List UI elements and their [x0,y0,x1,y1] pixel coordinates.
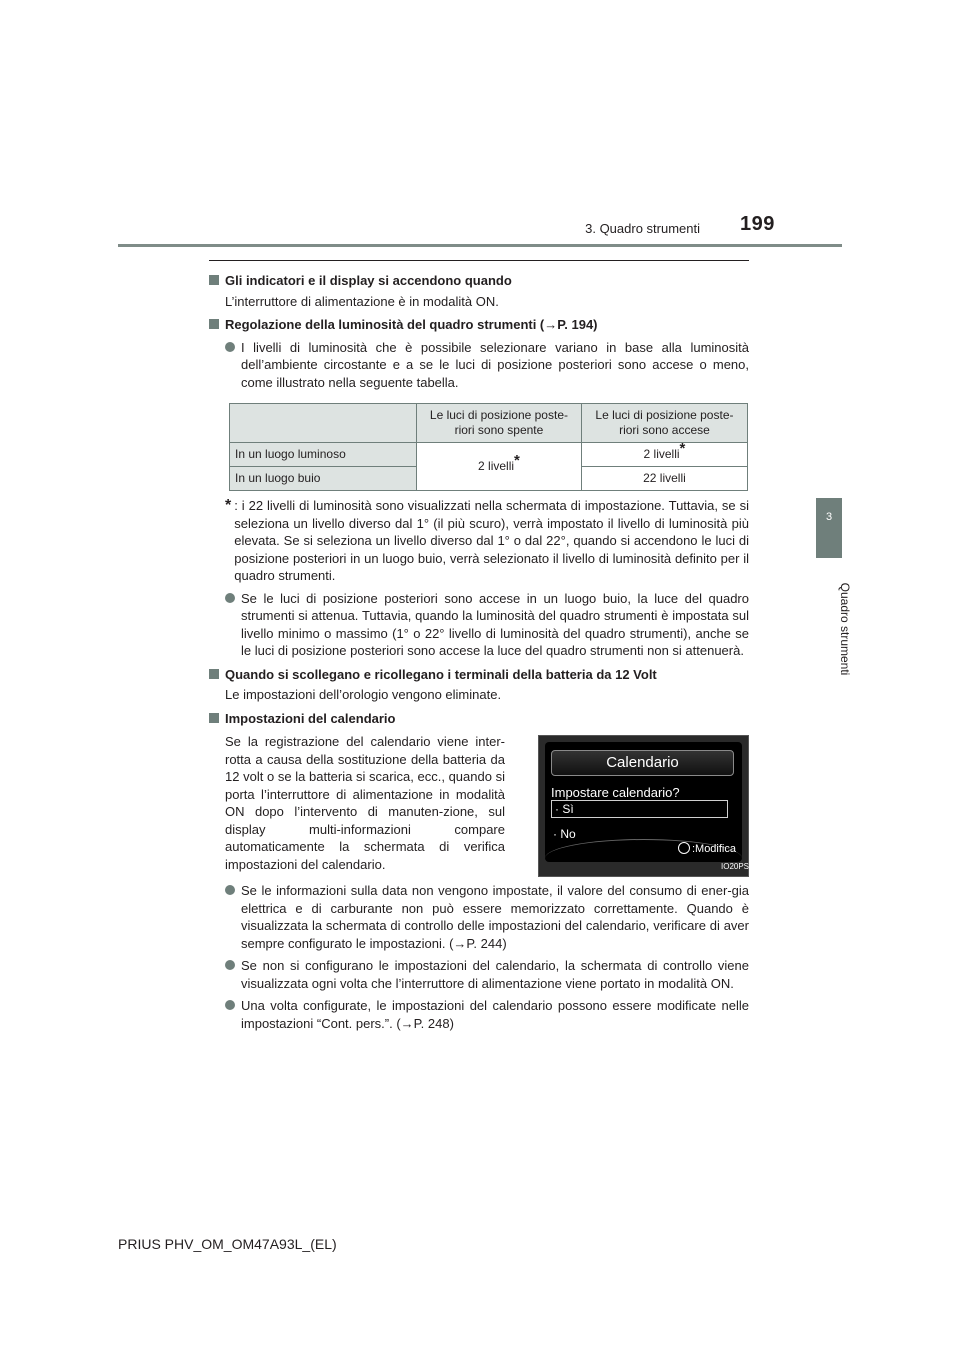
table-row [230,443,748,467]
heading-indicators: Gli indicatori e il display si accendono quando [209,272,749,290]
table-cell: 22 livelli [581,467,747,491]
table-row-header: In un luogo buio [230,467,417,491]
round-bullet-icon [225,1000,235,1010]
round-bullet-icon [225,593,235,603]
table-header-cell: Le luci di posizione poste-riori sono spente [417,404,582,443]
paragraph: Le impostazioni dell’orologio vengono eliminate. [225,687,502,702]
table-header-cell: Le luci di posizione poste-riori sono accese [581,404,747,443]
display-area [545,742,742,862]
square-bullet-icon [209,275,219,285]
table-cell: 2 livelli* [417,443,582,491]
paragraph: L’interruttore di alimentazione è in modalità ON. [225,293,499,309]
screen-question: Impostare calendario? [551,785,680,800]
content-rule [209,260,749,261]
table-row-header: In un luogo luminoso [230,443,417,467]
dial-icon [678,842,690,854]
bullet-item: I livelli di luminosità che è possibile selezionare variano in base alla luminosità dell’ambiente circostante e a se le luci di posizione posteriori sono accese o meno, come illustrato nella seguente tabella. [209,339,749,392]
bullet-item: Se le informazioni sulla data non vengono impostate, il valore del consumo di ener-gia elettrica e di carburante non può essere memorizzato correttamente. Quando è visualizzata la schermata di controllo delle impostazioni del calendario, verificare di aver sempre configurato le impostazioni. (→P. 244) [209,882,749,952]
page-number: 199 [740,213,775,235]
round-bullet-icon [225,960,235,970]
calendar-section [209,733,767,877]
option-yes: · Sì [551,800,728,818]
screen-title: Calendario [551,750,734,776]
table-cell: 2 livelli* [581,443,747,467]
footer-code: PRIUS PHV_OM_OM47A93L_(EL) [118,1236,337,1252]
bullet-item: Se le luci di posizione posteriori sono accese in un luogo buio, la luce del quadro strumenti si attenua. Tuttavia, quando la luminosità del quadro strumenti è impostata sul livello minimo o massimo (1° o 22° livello di luminosità del quadro strumenti), anche se le luci di posizione posteriori sono accese la luce del quadro strumenti non si attenuerà. [209,590,749,660]
modify-hint: :Modifica [678,841,736,859]
calendar-screen-image [538,735,767,877]
bullet-item: Se non si configurano le impostazioni del calendario, la schermata di controllo viene visualizzata ogni volta che l’interruttore di alimentazione viene portato in modalità ON. [209,957,749,992]
chapter-label: Quadro strumenti [838,582,852,676]
brightness-table [229,403,748,491]
footnote: * : i 22 livelli di luminosità sono visualizzati nella schermata di impostazione. Tuttavia, se si seleziona un livello diverso dal 1° (il più scuro), verrà impostato il livello di luminosità più elevata. Se si seleziona un livello diverso dal 1° o dal 22°, quando si accendono le luci di posizione posteriori in un luogo buio, verrà selezionato il livello di luminosità definito per il quadro strumenti. [225,497,749,583]
calendar-intro: Se la registrazione del calendario viene inter-rotta a causa della sostituzione della batteria da 12 volt o se la batteria si scarica, ecc., quando si porta l’interruttore di alimentazione in modalità ON dopo l’intervento di manuten-zione, sul display multi-informazioni compare automaticamente la schermata di verifica impostazioni del calendario. [225,734,505,872]
heading-battery: Quando si scollegano e ricollegano i terminali della batteria da 12 Volt [209,666,749,684]
option-no: · No [553,827,576,841]
chapter-number: 3 [825,511,833,523]
square-bullet-icon [209,669,219,679]
image-code: IO20PS020L [721,861,767,871]
page-content [209,266,767,1032]
round-bullet-icon [225,342,235,352]
section-title: 3. Quadro strumenti [585,221,700,236]
bullet-item: Una volta configurate, le impostazioni del calendario possono essere modificate nelle impostazioni “Cont. pers.”. (→P. 248) [209,997,749,1032]
round-bullet-icon [225,885,235,895]
square-bullet-icon [209,319,219,329]
header-rule [118,244,842,247]
heading-calendar: Impostazioni del calendario [209,710,749,728]
square-bullet-icon [209,713,219,723]
heading-brightness: Regolazione della luminosità del quadro strumenti (→P. 194) [209,316,749,334]
table-corner-cell [230,404,417,443]
chapter-tab [816,498,842,558]
table-header-row [230,404,748,443]
